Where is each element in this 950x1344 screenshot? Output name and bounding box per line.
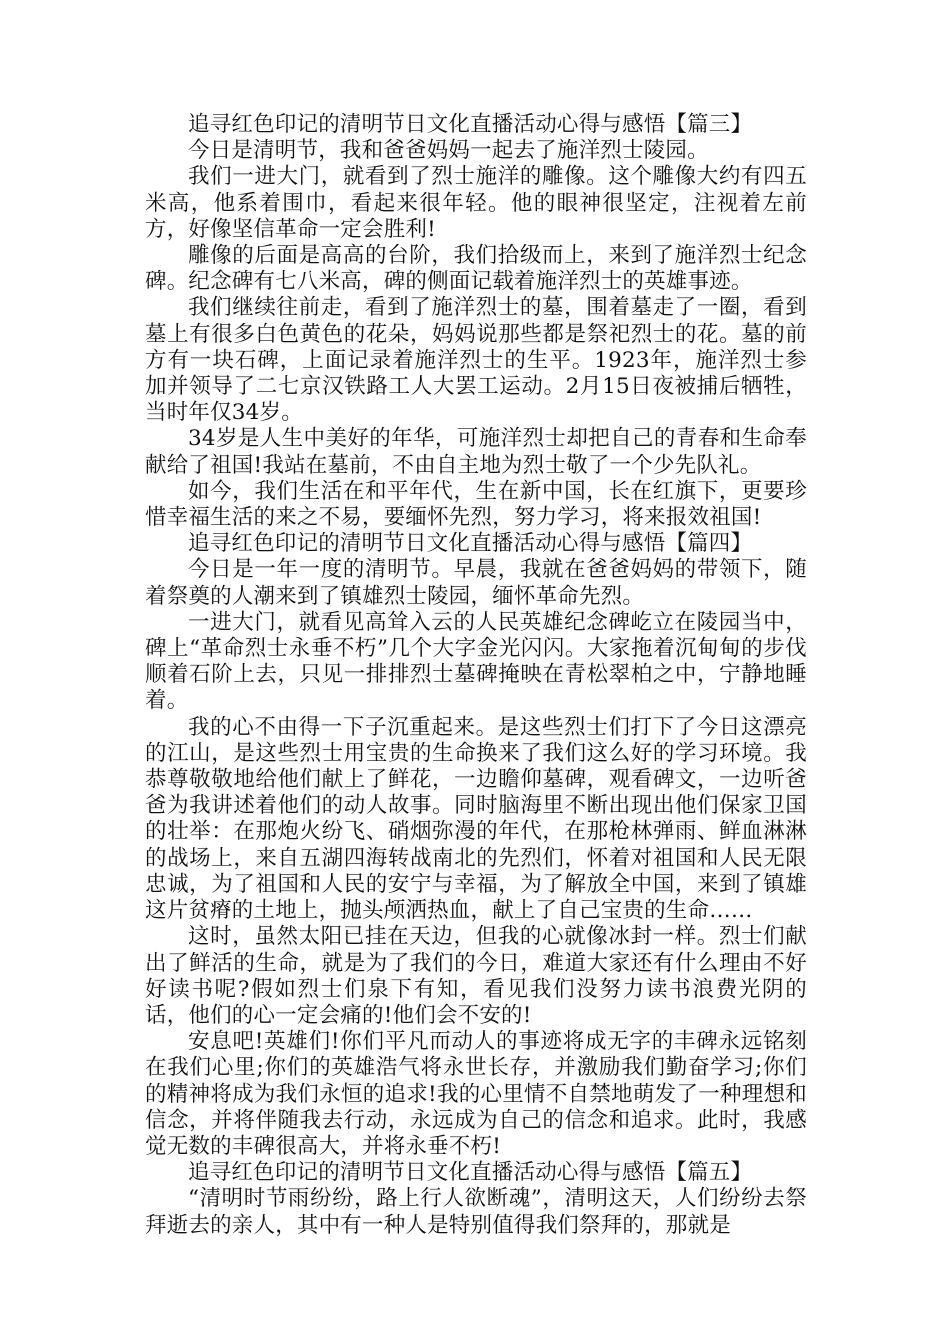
paragraph: 今日是清明节，我和爸爸妈妈一起去了施洋烈士陵园。 xyxy=(188,138,709,164)
paragraph: 今日是一年一度的清明节。早晨，我就在爸爸妈妈的带领下，随着祭奠的人潮来到了镇雄烈士陵园，缅怀革命先烈。 xyxy=(145,557,807,609)
paragraph: 34岁是人生中美好的年华，可施洋烈士却把自己的青春和生命奉献给了祖国!我站在墓前，不由自主地为烈士敬了一个少先队礼。 xyxy=(145,426,807,478)
paragraph: 我的心不由得一下子沉重起来。是这些烈士们打下了今日这漂亮的江山，是这些烈士用宝贵的生命换来了我们这么好的学习环境。我恭尊敬敬地给他们献上了鲜花，一边瞻仰墓碑，观看碑文，一边听爸爸为我讲述着他们的动人故事。同时脑海里不断出现出他们保家卫国的壮举：在那炮火纷飞、硝烟弥漫的年代，在那枪林弹雨、鲜血淋淋的战场上，来自五湖四海转战南北的先烈们，怀着对祖国和人民无限忠诚，为了祖国和人民的安宁与幸福，为了解放全中国，来到了镇雄这片贫瘠的土地上，抛头颅洒热血，献上了自己宝贵的生命…… xyxy=(145,714,807,924)
section-heading-5: 追寻红色印记的清明节日文化直播活动心得与感悟【篇五】 xyxy=(188,1160,753,1186)
paragraph: “清明时节雨纷纷，路上行人欲断魂”，清明这天，人们纷纷去祭拜逝去的亲人，其中有一种人是特别值得我们祭拜的，那就是 xyxy=(145,1186,807,1238)
paragraph: 如今，我们生活在和平年代，生在新中国，长在红旗下，更要珍惜幸福生活的来之不易，要缅怀先烈，努力学习，将来报效祖国! xyxy=(145,478,807,531)
paragraph: 安息吧!英雄们!你们平凡而动人的事迹将成无字的丰碑永远铭刻在我们心里;你们的英雄浩气将永世长存，并激励我们勤奋学习;你们的精神将成为我们永恒的追求!我的心里情不自禁地萌发了一种理想和信念，并将伴随我去行动，永远成为自己的信念和追求。此时，我感觉无数的丰碑很高大，并将永垂不朽! xyxy=(145,1029,807,1159)
paragraph: 我们一进大门，就看到了烈士施洋的雕像。这个雕像大约有四五米高，他系着围巾，看起来很年轻。他的眼神很坚定，注视着左前方，好像坚信革命一定会胜利! xyxy=(145,164,807,242)
section-heading-3: 追寻红色印记的清明节日文化直播活动心得与感悟【篇三】 xyxy=(188,112,753,137)
paragraph: 我们继续往前走，看到了施洋烈士的墓，围着墓走了一圈，看到墓上有很多白色黄色的花朵，妈妈说那些都是祭祀烈士的花。墓的前方有一块石碑，上面记录着施洋烈士的生平。1923年，施洋烈士参加并领导了二七京汉铁路工人大罢工运动。2月15日夜被捕后牺牲，当时年仅34岁。 xyxy=(145,295,807,426)
paragraph: 这时，虽然太阳已挂在天边，但我的心就像冰封一样。烈士们献出了鲜活的生命，就是为了我们的今日，难道大家还有什么理由不好好读书呢?假如烈士们泉下有知，看见我们没努力读书浪费光阴的话，他们的心一定会痛的!他们会不安的! xyxy=(145,924,807,1028)
paragraph: 雕像的后面是高高的台阶，我们拾级而上，来到了施洋烈士纪念碑。纪念碑有七八米高，碑的侧面记载着施洋烈士的英雄事迹。 xyxy=(145,243,807,295)
paragraph: 一进大门，就看见高耸入云的人民英雄纪念碑屹立在陵园当中，碑上“革命烈士永垂不朽”几个大字金光闪闪。大家拖着沉甸甸的步伐顺着石阶上去，只见一排排烈士墓碑掩映在青松翠柏之中，宁静地睡着。 xyxy=(145,609,807,714)
section-heading-4: 追寻红色印记的清明节日文化直播活动心得与感悟【篇四】 xyxy=(188,531,753,557)
